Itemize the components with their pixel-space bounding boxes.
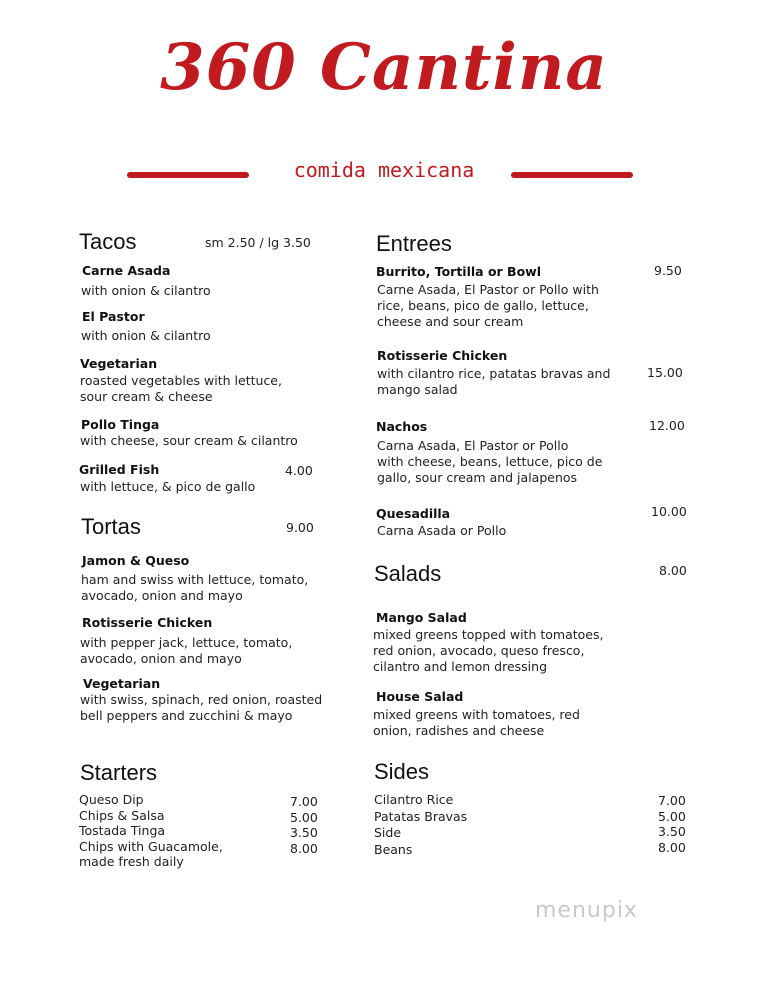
taco-item-desc: roasted vegetables with lettuce, sour cream & cheese bbox=[80, 373, 282, 404]
starters-heading: Starters bbox=[80, 760, 158, 785]
taco-item-name: Grilled Fish bbox=[79, 462, 160, 477]
taco-item-desc: with onion & cilantro bbox=[81, 283, 211, 298]
entree-item-price: 12.00 bbox=[649, 418, 685, 433]
salad-item-desc: mixed greens with tomatoes, red onion, radishes and cheese bbox=[373, 707, 580, 738]
tortas-heading: Tortas bbox=[81, 514, 141, 539]
entree-item-name: Rotisserie Chicken bbox=[377, 348, 508, 363]
torta-item-desc: with swiss, spinach, red onion, roasted bell peppers and zucchini & mayo bbox=[80, 692, 323, 723]
taco-item-name: Pollo Tinga bbox=[81, 417, 160, 432]
tacos-heading: Tacos bbox=[79, 229, 137, 254]
restaurant-title: 360 Cantina bbox=[160, 30, 608, 105]
taco-item-name: Vegetarian bbox=[80, 356, 158, 371]
entree-item-price: 15.00 bbox=[647, 365, 683, 380]
taco-item-desc: with lettuce, & pico de gallo bbox=[80, 479, 256, 494]
salad-item-desc: mixed greens topped with tomatoes, red onion, avocado, queso fresco, cilantro and lemon dressing bbox=[373, 627, 604, 674]
starters-prices: 7.00 5.00 3.50 8.00 bbox=[290, 794, 318, 856]
salads-heading: Salads bbox=[374, 561, 442, 586]
entrees-heading: Entrees bbox=[376, 231, 452, 256]
sides-prices: 7.00 5.00 3.50 8.00 bbox=[658, 793, 686, 855]
torta-item-name: Rotisserie Chicken bbox=[82, 615, 213, 630]
tacos-price: sm 2.50 / lg 3.50 bbox=[205, 235, 311, 250]
taco-item-price: 4.00 bbox=[285, 463, 313, 478]
taco-item-name: El Pastor bbox=[82, 309, 145, 324]
torta-item-desc: with pepper jack, lettuce, tomato, avocado, onion and mayo bbox=[80, 635, 293, 666]
taco-item-desc: with onion & cilantro bbox=[81, 328, 211, 343]
entree-item-desc: Carna Asada or Pollo bbox=[377, 523, 507, 538]
watermark: menupix bbox=[535, 898, 638, 923]
tortas-price: 9.00 bbox=[286, 520, 314, 535]
entree-item-name: Burrito, Tortilla or Bowl bbox=[376, 264, 541, 279]
entree-item-name: Quesadilla bbox=[376, 506, 451, 521]
entree-item-desc: with cilantro rice, patatas bravas and mango salad bbox=[377, 366, 611, 397]
torta-item-name: Jamon & Queso bbox=[82, 553, 190, 568]
sides-list: Cilantro Rice Patatas Bravas Side Beans bbox=[374, 792, 468, 857]
entree-item-price: 9.50 bbox=[654, 263, 682, 278]
salad-item-name: House Salad bbox=[376, 689, 464, 704]
salad-item-name: Mango Salad bbox=[376, 610, 467, 625]
starters-list: Queso Dip Chips & Salsa Tostada Tinga Chips with Guacamole, made fresh daily bbox=[79, 792, 223, 869]
taco-item-name: Carne Asada bbox=[82, 263, 171, 278]
salads-price: 8.00 bbox=[659, 563, 687, 578]
entree-item-desc: Carne Asada, El Pastor or Pollo with rice, beans, pico de gallo, lettuce, cheese and sour cream bbox=[377, 282, 599, 329]
entree-item-desc: Carna Asada, El Pastor or Pollo with cheese, beans, lettuce, pico de gallo, sour cream and jalapenos bbox=[377, 438, 603, 485]
torta-item-name: Vegetarian bbox=[83, 676, 161, 691]
right-brush-stroke bbox=[511, 172, 633, 178]
taco-item-desc: with cheese, sour cream & cilantro bbox=[80, 433, 298, 448]
entree-item-price: 10.00 bbox=[651, 504, 687, 519]
entree-item-name: Nachos bbox=[376, 419, 428, 434]
sides-heading: Sides bbox=[374, 759, 430, 784]
torta-item-desc: ham and swiss with lettuce, tomato, avocado, onion and mayo bbox=[81, 572, 309, 603]
restaurant-subtitle: comida mexicana bbox=[293, 158, 475, 182]
